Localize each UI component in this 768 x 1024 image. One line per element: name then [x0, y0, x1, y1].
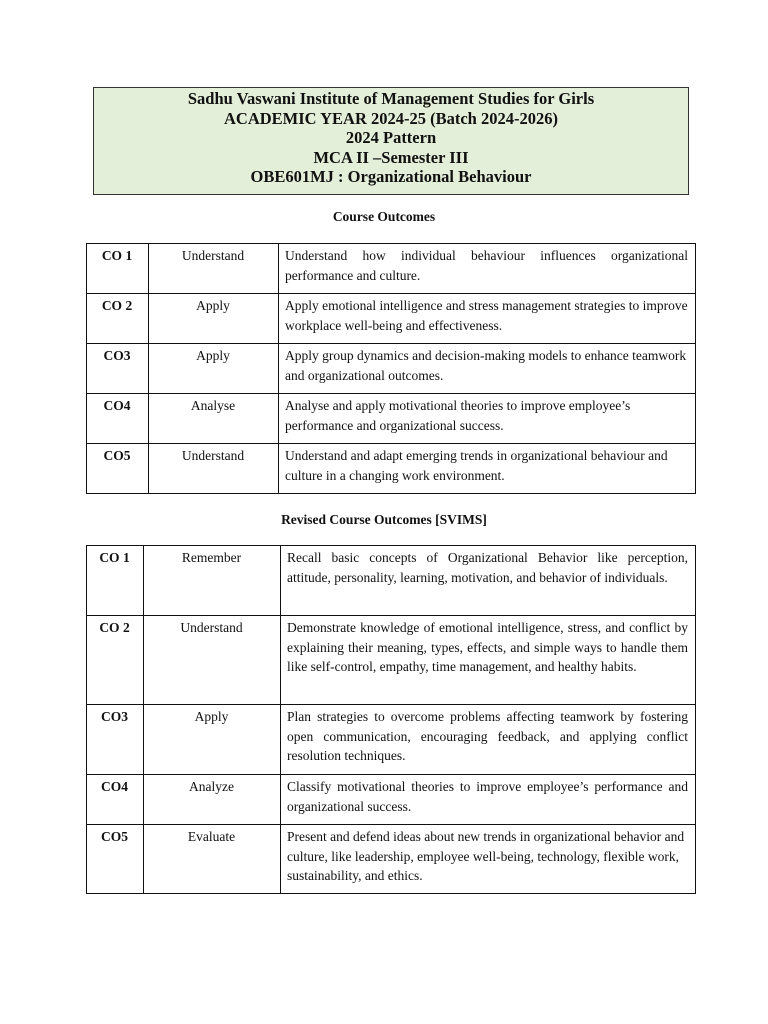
co-code: CO5 [87, 825, 144, 894]
bloom-level: Apply [149, 344, 279, 394]
table-row [87, 775, 696, 825]
co-description: Plan strategies to overcome problems affecting teamwork by fostering open communication, encouraging feedback, and applying conflict resolution techniques. [281, 705, 696, 775]
table-row [87, 444, 696, 494]
co-description: Analyse and apply motivational theories to improve employee’s performance and organizational success. [279, 394, 696, 444]
co-description: Classify motivational theories to improve employee’s performance and organizational success. [281, 775, 696, 825]
course-outcomes-table [86, 243, 696, 494]
bloom-level: Understand [149, 244, 279, 294]
course-code-title: OBE601MJ : Organizational Behaviour [250, 167, 532, 187]
program-semester: MCA II –Semester III [313, 147, 469, 167]
co-code: CO 2 [87, 294, 149, 344]
co-description: Understand how individual behaviour influences organizational performance and culture. [279, 244, 696, 294]
table-row [87, 344, 696, 394]
co-description: Demonstrate knowledge of emotional intelligence, stress, and conflict by explaining their meaning, types, effects, and simple ways to handle them like self-control, empathy, time management, and healthy habits. [281, 616, 696, 705]
co-code: CO4 [87, 394, 149, 444]
bloom-level: Evaluate [144, 825, 281, 894]
academic-year: ACADEMIC YEAR 2024-25 (Batch 2024-2026) [224, 108, 558, 128]
co-code: CO3 [87, 344, 149, 394]
co-code: CO 2 [87, 616, 144, 705]
co-code: CO5 [87, 444, 149, 494]
co-description: Present and defend ideas about new trends in organizational behavior and culture, like leadership, employee well-being, technology, flexible work, sustainability, and ethics. [281, 825, 696, 894]
course-header-box [93, 87, 689, 195]
bloom-level: Remember [144, 546, 281, 616]
table-row [87, 825, 696, 894]
co-code: CO 1 [87, 244, 149, 294]
co-description: Understand and adapt emerging trends in organizational behaviour and culture in a changing work environment. [279, 444, 696, 494]
table-row [87, 394, 696, 444]
revised-outcomes-table [86, 545, 696, 894]
table-row [87, 244, 696, 294]
co-code: CO 1 [87, 546, 144, 616]
bloom-level: Analyze [144, 775, 281, 825]
co-description: Apply group dynamics and decision-making models to enhance teamwork and organizational outcomes. [279, 344, 696, 394]
institute-name: Sadhu Vaswani Institute of Management Studies for Girls [187, 89, 595, 108]
bloom-level: Apply [144, 705, 281, 775]
bloom-level: Understand [149, 444, 279, 494]
bloom-level: Apply [149, 294, 279, 344]
table-row [87, 546, 696, 616]
co-description: Recall basic concepts of Organizational Behavior like perception, attitude, personality, learning, motivation, and behavior of individuals. [281, 546, 696, 616]
table-row [87, 616, 696, 705]
table-row [87, 705, 696, 775]
course-outcomes-title: Course Outcomes [332, 209, 436, 224]
pattern: 2024 Pattern [345, 128, 437, 148]
bloom-level: Understand [144, 616, 281, 705]
table-row [87, 294, 696, 344]
co-description: Apply emotional intelligence and stress management strategies to improve workplace well-being and effectiveness. [279, 294, 696, 344]
revised-outcomes-title: Revised Course Outcomes [SVIMS] [281, 512, 487, 527]
bloom-level: Analyse [149, 394, 279, 444]
co-code: CO3 [87, 705, 144, 775]
co-code: CO4 [87, 775, 144, 825]
